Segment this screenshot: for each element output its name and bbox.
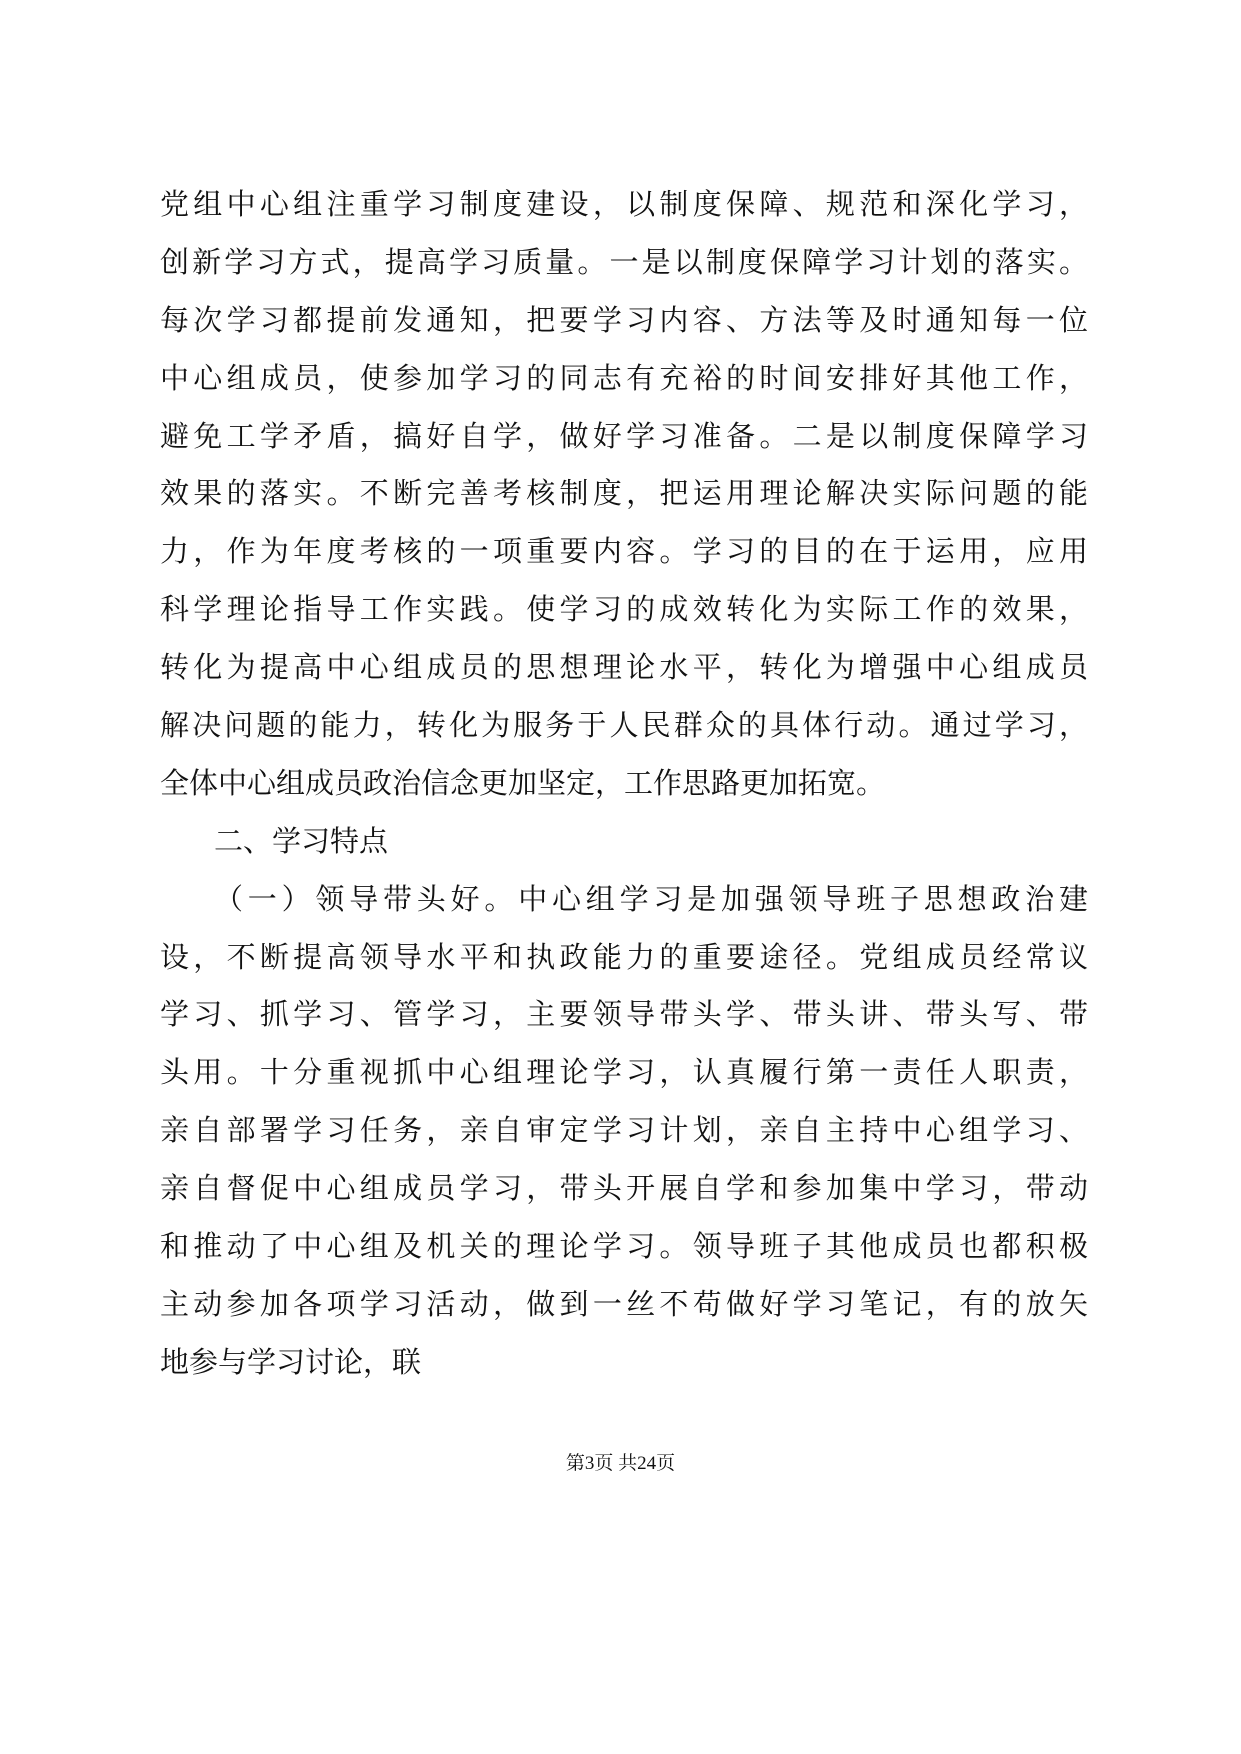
text-line: 党组中心组注重学习制度建设，以制度保障、规范和深化学习， xyxy=(160,187,1088,221)
text-line: 每次学习都提前发通知，把要学习内容、方法等及时通知每一位 xyxy=(160,302,1088,337)
text-line: 科学理论指导工作实践。使学习的成效转化为实际工作的效果， xyxy=(160,592,1088,627)
text-line: 地参与学习讨论，联 xyxy=(160,1344,422,1379)
text-line: 效果的落实。不断完善考核制度，把运用理论解决实际问题的能 xyxy=(160,476,1088,511)
text-line: 头用。十分重视抓中心组理论学习，认真履行第一责任人职责， xyxy=(160,1055,1088,1090)
text-line: 转化为提高中心组成员的思想理论水平，转化为增强中心组成员 xyxy=(160,650,1088,685)
text-line: 学习、抓学习、管学习，主要领导带头学、带头讲、带头写、带 xyxy=(160,997,1088,1032)
page-footer: 第3页 共24页 xyxy=(565,1453,676,1474)
text-line: 亲自部署学习任务，亲自审定学习计划，亲自主持中心组学习、 xyxy=(160,1113,1088,1148)
text-line: 设，不断提高领导水平和执政能力的重要途径。党组成员经常议 xyxy=(160,939,1088,974)
text-line: 亲自督促中心组成员学习，带头开展自学和参加集中学习，带动 xyxy=(160,1171,1088,1206)
text-line: 解决问题的能力，转化为服务于人民群众的具体行动。通过学习， xyxy=(160,708,1088,743)
text-line: 创新学习方式，提高学习质量。一是以制度保障学习计划的落实。 xyxy=(160,244,1088,279)
text-line: 全体中心组成员政治信念更加坚定，工作思路更加拓宽。 xyxy=(160,765,886,800)
text-line: 和推动了中心组及机关的理论学习。领导班子其他成员也都积极 xyxy=(160,1229,1088,1264)
section-heading: 二、学习特点 xyxy=(214,823,389,858)
text-line: （一）领导带头好。中心组学习是加强领导班子思想政治建 xyxy=(214,881,1088,916)
text-line: 避免工学矛盾，搞好自学，做好学习准备。二是以制度保障学习 xyxy=(160,418,1088,453)
body-text xyxy=(160,176,1088,1392)
text-line: 中心组成员，使参加学习的同志有充裕的时间安排好其他工作， xyxy=(160,360,1088,395)
text-line: 主动参加各项学习活动，做到一丝不苟做好学习笔记，有的放矢 xyxy=(160,1286,1088,1321)
text-line: 力，作为年度考核的一项重要内容。学习的目的在于运用，应用 xyxy=(160,534,1088,569)
